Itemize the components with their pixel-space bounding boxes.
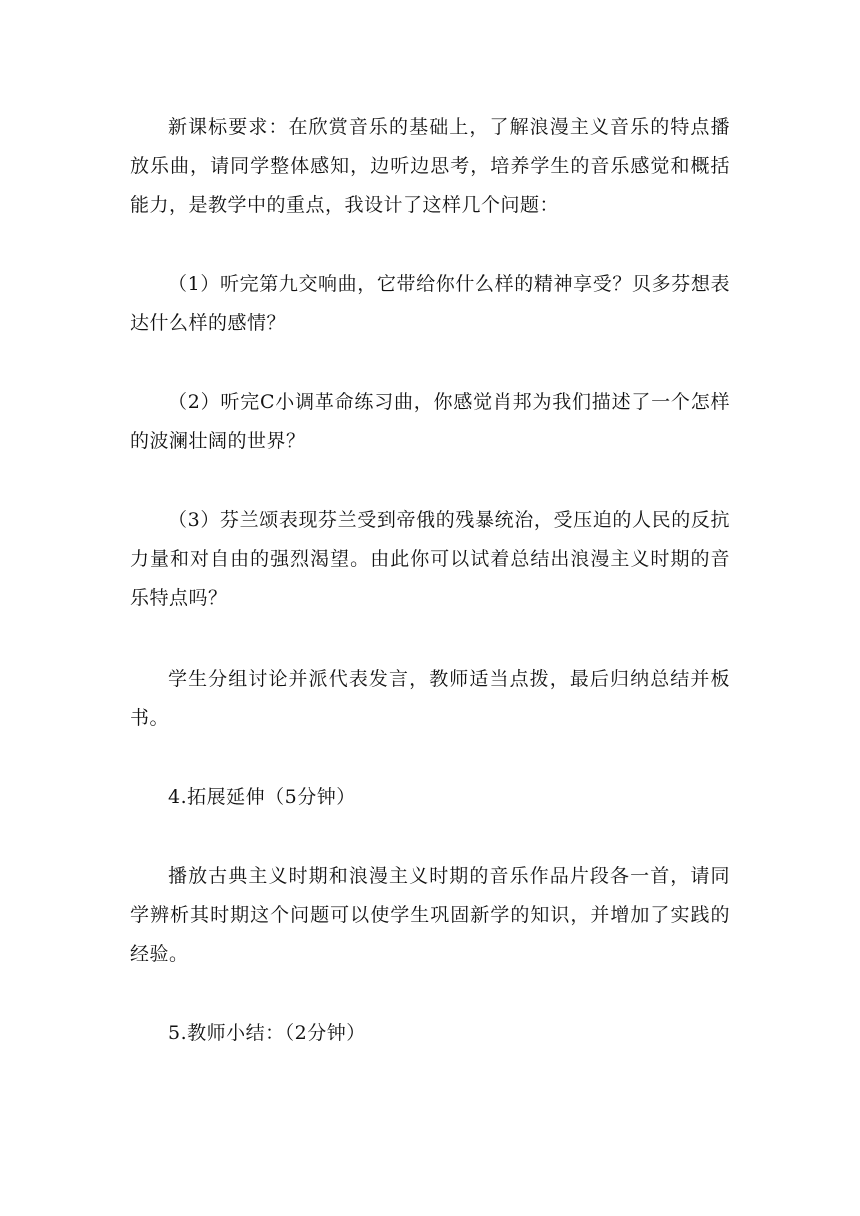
paragraph-question-2: （2）听完C小调革命练习曲，你感觉肖邦为我们描述了一个怎样的波澜壮阔的世界？: [130, 391, 730, 452]
paragraph-curriculum-requirement: 新课标要求：在欣赏音乐的基础上，了解浪漫主义音乐的特点播放乐曲，请同学整体感知，边听边思考，培养学生的音乐感觉和概括能力，是教学中的重点，我设计了这样几个问题：: [130, 116, 730, 216]
paragraph-group-discussion: 学生分组讨论并派代表发言，教师适当点拨，最后归纳总结并板书。: [130, 668, 730, 729]
section-heading-teacher-summary: 5.教师小结：（2分钟）: [168, 1022, 366, 1044]
paragraph-question-1: （1）听完第九交响曲，它带给你什么样的精神享受？贝多芬想表达什么样的感情？: [130, 273, 730, 334]
paragraph-extension-activity: 播放古典主义时期和浪漫主义时期的音乐作品片段各一首，请同学辨析其时期这个问题可以使学生巩固新学的知识，并增加了实践的经验。: [130, 865, 730, 965]
document-body: [130, 108, 730, 1053]
paragraph-question-3: （3）芬兰颂表现芬兰受到帝俄的残暴统治，受压迫的人民的反抗力量和对自由的强烈渴望。由此你可以试着总结出浪漫主义时期的音乐特点吗？: [130, 509, 730, 609]
section-heading-extension: 4.拓展延伸（5分钟）: [168, 786, 356, 808]
